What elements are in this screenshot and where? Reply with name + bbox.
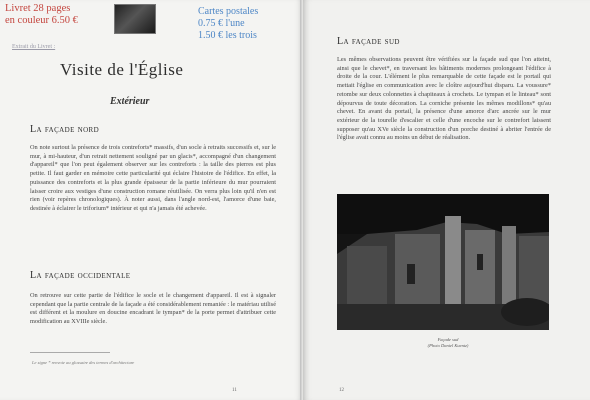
church-photo-drawing	[337, 194, 549, 330]
section-heading-west: La façade occidentale	[30, 270, 131, 281]
photo-caption	[413, 337, 483, 349]
south-facade-photo	[337, 194, 549, 330]
caption-title: Façade sud	[437, 337, 459, 342]
price-line-1: Livret 28 pages	[5, 3, 71, 14]
postcards-sticker	[198, 6, 282, 42]
cards-line-3: 1.50 € les trois	[198, 30, 257, 41]
cards-line-1: Cartes postales	[198, 6, 259, 17]
extract-link[interactable]: Extrait du Livret :	[12, 44, 56, 50]
page-title: Visite de l'Église	[60, 60, 184, 79]
section-text-north: On note surtout la présence de trois contreforts* massifs, d'un socle à retraits successifs et, sur le mur, à mi-hauteur, d'un retrait nettement souligné par un glacis*, accompagné d'un changement d'appareil* que l'on peut également observer sur les contreforts : la taille des pierres est plus petite. Il faut garder en mémoire cette particularité qui éclaire l'histoire de l'édifice. En effet, la puissance des contreforts et la plus grande épaisseur de la partie inférieure du mur pourraient laisser croire aux vestiges d'une construction romane réutilisée. On verra plus loin qu'il n'en est rien (voir repères chronologiques). À noter aussi, dans l'angle nord-est, l'amorce d'une baie, destinée à éclairer le triforium* intérieur et qui n'a jamais été achevée.	[30, 144, 276, 212]
booklet-thumbnail	[114, 4, 156, 34]
footnote-rule	[30, 352, 110, 353]
section-heading-north: La façade nord	[30, 124, 100, 135]
page-number-left: 11	[232, 388, 237, 393]
section-heading-south: La façade sud	[337, 36, 400, 47]
caption-credit: (Photo Daniel Kuentz)	[427, 343, 469, 348]
section-text-south: Les mêmes observations peuvent être vérifiées sur la façade sud que l'on atteint, ainsi que le chevet*, en traversant les bâtiments modernes prolongeant l'édifice à droite de la cour. L'élément le plus remarquable de cette façade est le portail qui mettait l'église en communication avec le cloître aujourd'hui disparu. La voussure* retombe sur deux colonnettes à chapiteaux à crochets. Le tympan et le linteau* sont dépourvus de toute décoration. La corniche présente les mêmes modillons* qu'au chevet. En avant du portail, la présence d'une amorce d'arc ancrée sur le mur extérieur de la tourelle d'escalier et celle d'une encoche sur le contrefort laissent supposer qu'au XVe siècle la construction d'un porche destiné à abriter l'entrée de l'église avait connu au moins un début de réalisation.	[337, 56, 551, 142]
page-subtitle: Extérieur	[110, 96, 150, 107]
price-sticker	[5, 3, 83, 50]
cards-line-2: 0.75 € l'une	[198, 18, 245, 29]
section-text-west: On retrouve sur cette partie de l'édifice le socle et le changement d'appareil. Il est à signaler cependant que la partie centrale de la façade a été considérablement remaniée : le matériau utilisé est différent et la moulure en doucine encadrant le tympan* de la porte permet d'attribuer cette modification au XVIIIe siècle.	[30, 292, 276, 326]
page-number-right: 12	[339, 388, 344, 393]
footnote: Le signe * renvoie au glossaire des termes d'architecture	[32, 360, 135, 365]
price-line-2: en couleur 6.50 €	[5, 15, 78, 26]
right-page	[303, 0, 590, 400]
